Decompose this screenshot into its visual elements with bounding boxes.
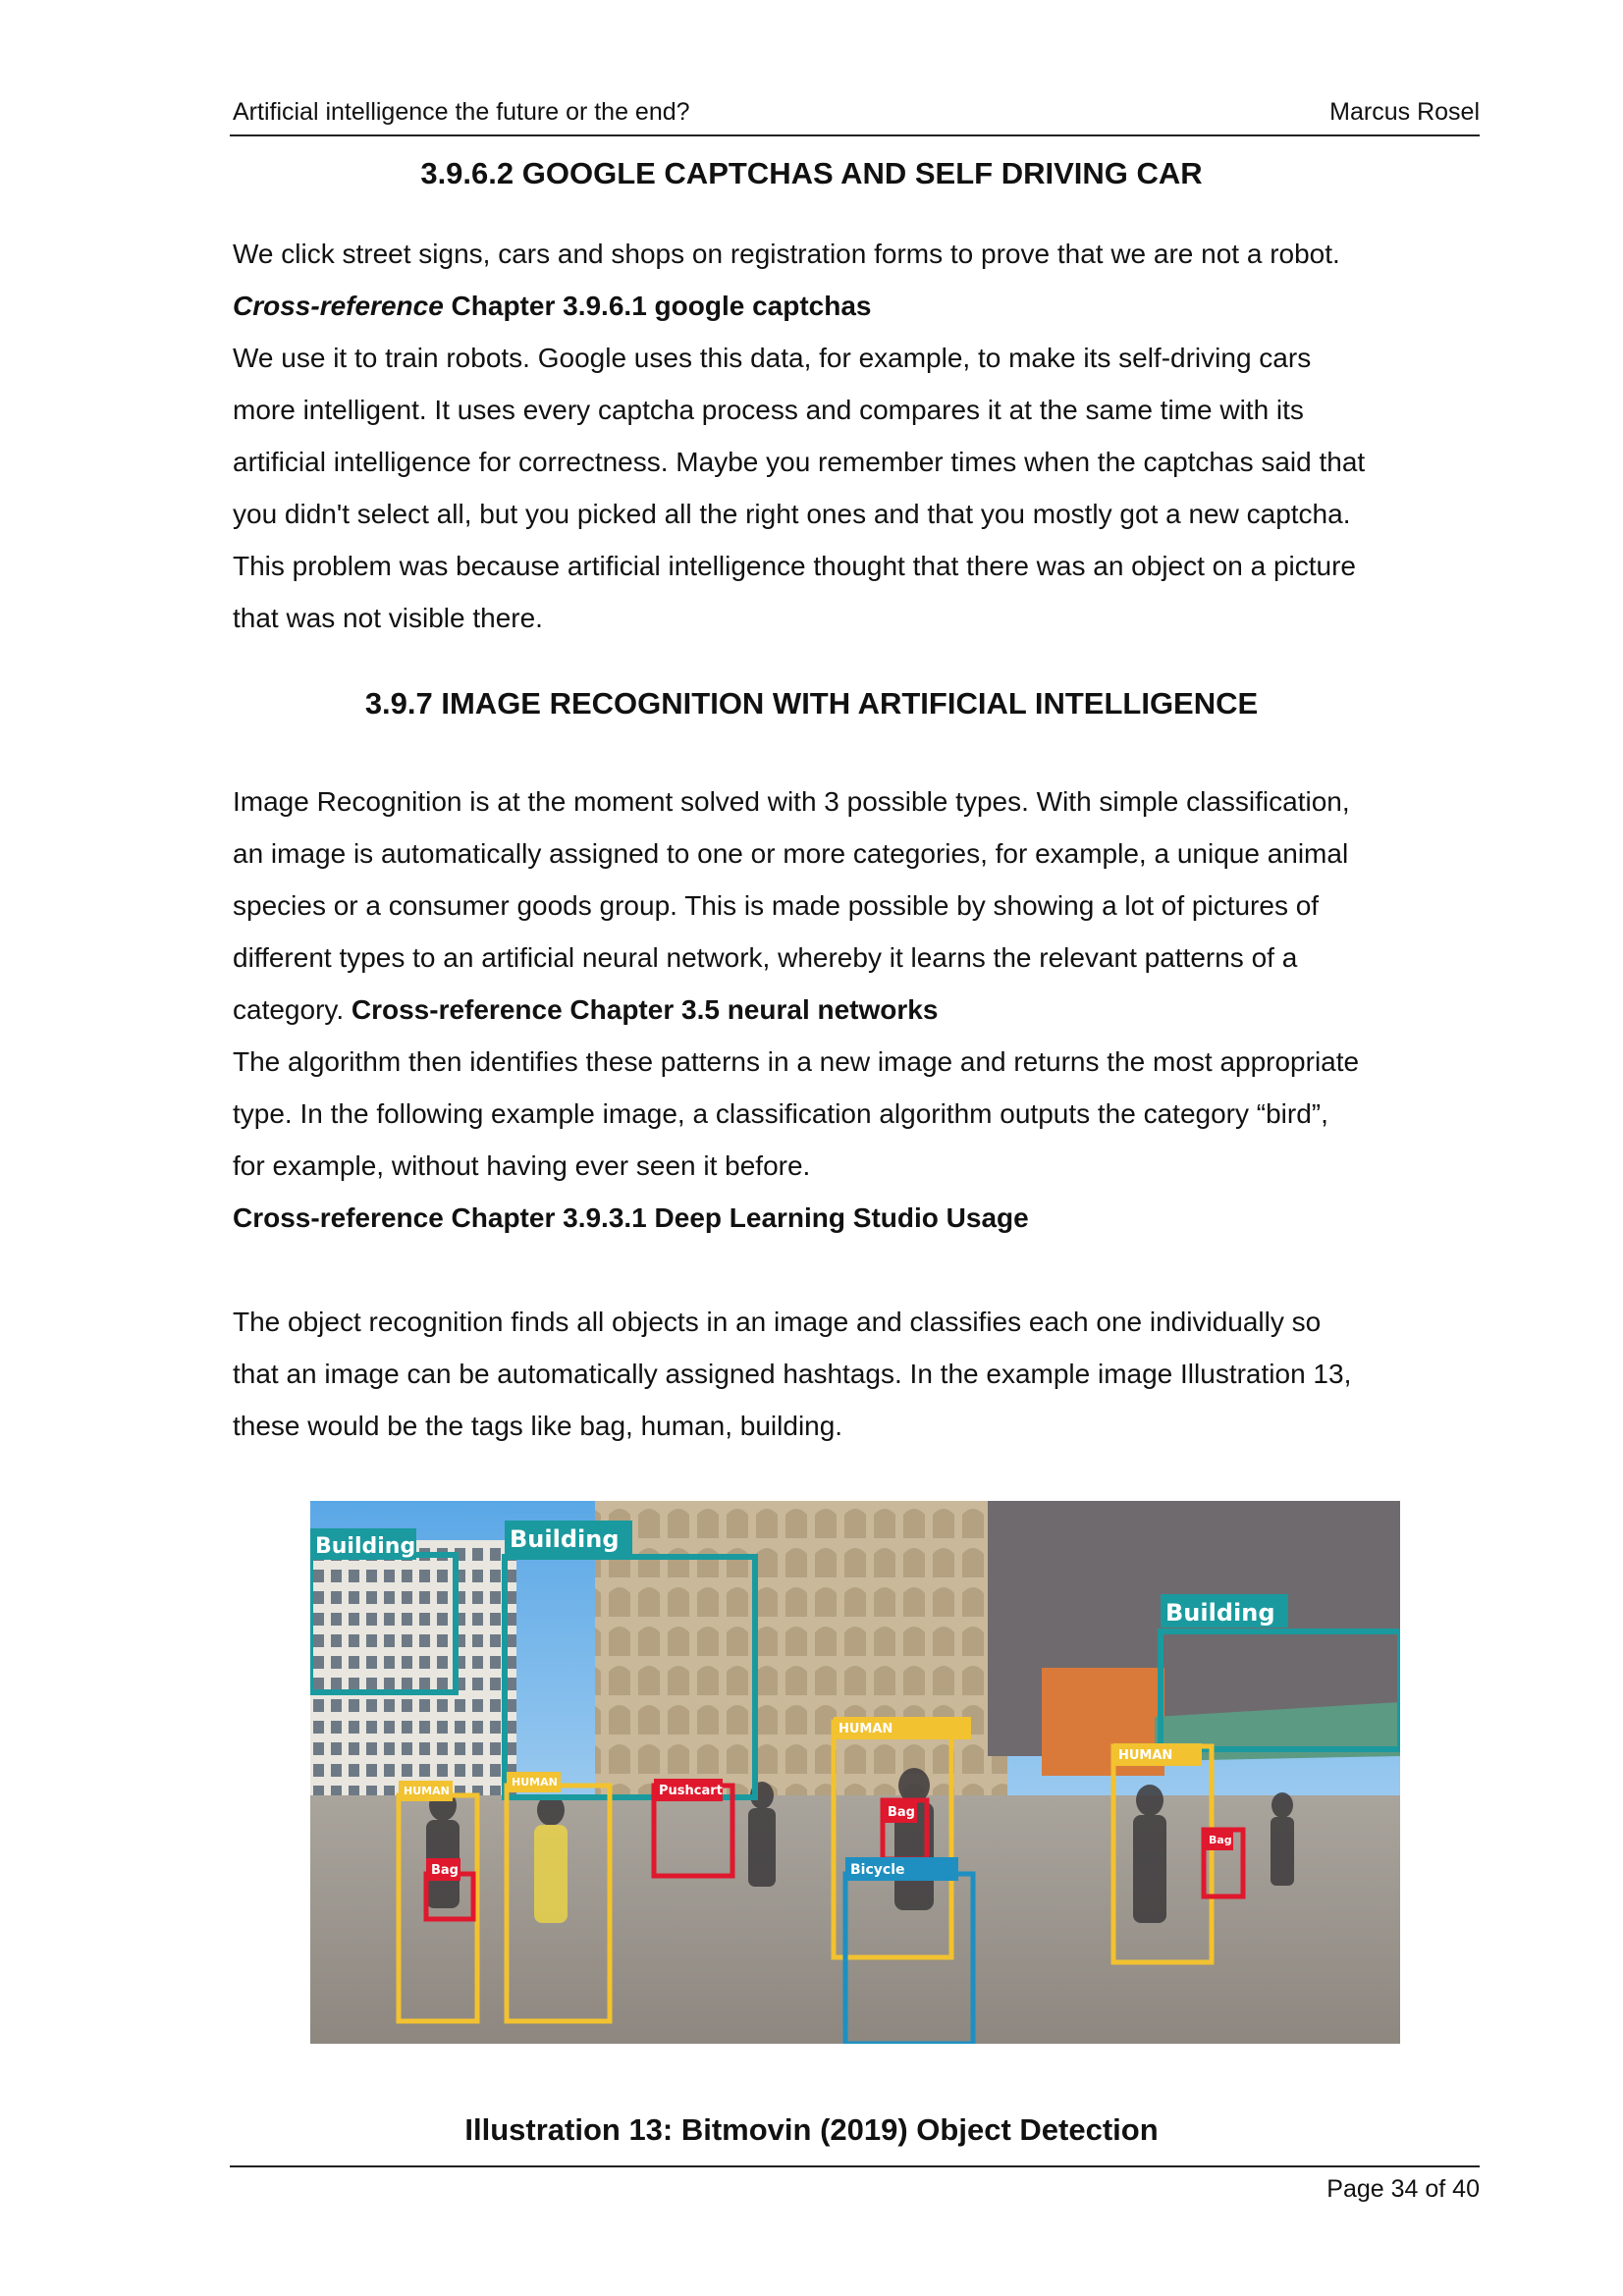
detection-label-building: Building: [1165, 1599, 1275, 1627]
paragraph-line: We use it to train robots. Google uses this data, for example, to make its self-driving cars: [233, 343, 1312, 373]
cross-reference-target: Chapter 3.9.6.1 google captchas: [443, 291, 872, 321]
blank-line: [233, 1244, 1499, 1296]
running-header-author: Marcus Rosel: [1329, 98, 1480, 126]
detection-label-bag: Bag: [1209, 1834, 1232, 1846]
paragraph-line: The object recognition finds all objects in an image and classifies each one individually so: [233, 1307, 1322, 1337]
figure-caption: Illustration 13: Bitmovin (2019) Object Detection: [464, 2112, 1159, 2147]
footer-rule: [230, 2165, 1480, 2167]
category-text: category.: [233, 994, 352, 1025]
paragraph-line: for example, without having ever seen it before.: [233, 1150, 811, 1181]
detection-label-bag: Bag: [888, 1805, 915, 1820]
detection-label-human: HUMAN: [512, 1776, 558, 1789]
paragraph-line: species or a consumer goods group. This is made possible by showing a lot of pictures of: [233, 890, 1320, 921]
section2-body: [233, 775, 1499, 1452]
paragraph-line: different types to an artificial neural network, whereby it learns the relevant patterns of a: [233, 942, 1298, 973]
detection-label-human: HUMAN: [839, 1722, 893, 1736]
paragraph-line: that was not visible there.: [233, 603, 543, 633]
detection-label-building: Building: [510, 1525, 620, 1553]
detection-label-bicycle: Bicycle: [850, 1862, 905, 1878]
cross-reference-line: [233, 280, 1499, 332]
paragraph-line: that an image can be automatically assigned hashtags. In the example image Illustration 13,: [233, 1359, 1352, 1389]
paragraph-line: The algorithm then identifies these patterns in a new image and returns the most appropriate: [233, 1046, 1360, 1077]
paragraph-line: [233, 984, 1499, 1036]
page-number: Page 34 of 40: [1326, 2175, 1480, 2203]
paragraph-line: This problem was because artificial intelligence thought that there was an object on a picture: [233, 551, 1356, 581]
paragraph-line: these would be the tags like bag, human, building.: [233, 1411, 843, 1441]
paragraph-line: an image is automatically assigned to one or more categories, for example, a unique animal: [233, 838, 1349, 869]
cathedral: [595, 1501, 1007, 1795]
running-header-title: Artificial intelligence the future or the end?: [233, 98, 690, 126]
detection-label-building: Building: [315, 1534, 416, 1559]
paragraph-line: Image Recognition is at the moment solved with 3 possible types. With simple classification,: [233, 786, 1350, 817]
paragraph-line: type. In the following example image, a classification algorithm outputs the category “bird”,: [233, 1098, 1328, 1129]
paragraph-line: artificial intelligence for correctness. Maybe you remember times when the captchas said that: [233, 447, 1366, 477]
section-heading-image-recognition: 3.9.7 IMAGE RECOGNITION WITH ARTIFICIAL INTELLIGENCE: [364, 686, 1259, 721]
paragraph-line: you didn't select all, but you picked all the right ones and that you mostly got a new captcha.: [233, 499, 1351, 529]
detection-label-human: HUMAN: [1118, 1748, 1173, 1763]
office-building: [310, 1540, 516, 1795]
illustration-svg: [310, 1501, 1400, 2044]
object-detection-illustration: [310, 1501, 1400, 2044]
cross-reference-neural-networks: Cross-reference Chapter 3.5 neural networks: [351, 994, 939, 1025]
section-heading-captchas: 3.9.6.2 GOOGLE CAPTCHAS AND SELF DRIVING CAR: [420, 156, 1203, 190]
detection-label-pushcart: Pushcart: [659, 1784, 723, 1798]
cross-reference-label: Cross-reference: [233, 291, 444, 321]
paragraph-line: more intelligent. It uses every captcha process and compares it at the same time with its: [233, 395, 1304, 425]
paragraph-line: We click street signs, cars and shops on registration forms to prove that we are not a robot.: [233, 239, 1340, 269]
detection-label-bag: Bag: [431, 1863, 459, 1878]
cross-reference-deep-learning-studio: Cross-reference Chapter 3.9.3.1 Deep Learning Studio Usage: [233, 1202, 1029, 1233]
section1-body: [233, 228, 1499, 644]
header-rule: [230, 134, 1480, 136]
detection-label-human: HUMAN: [404, 1785, 450, 1797]
